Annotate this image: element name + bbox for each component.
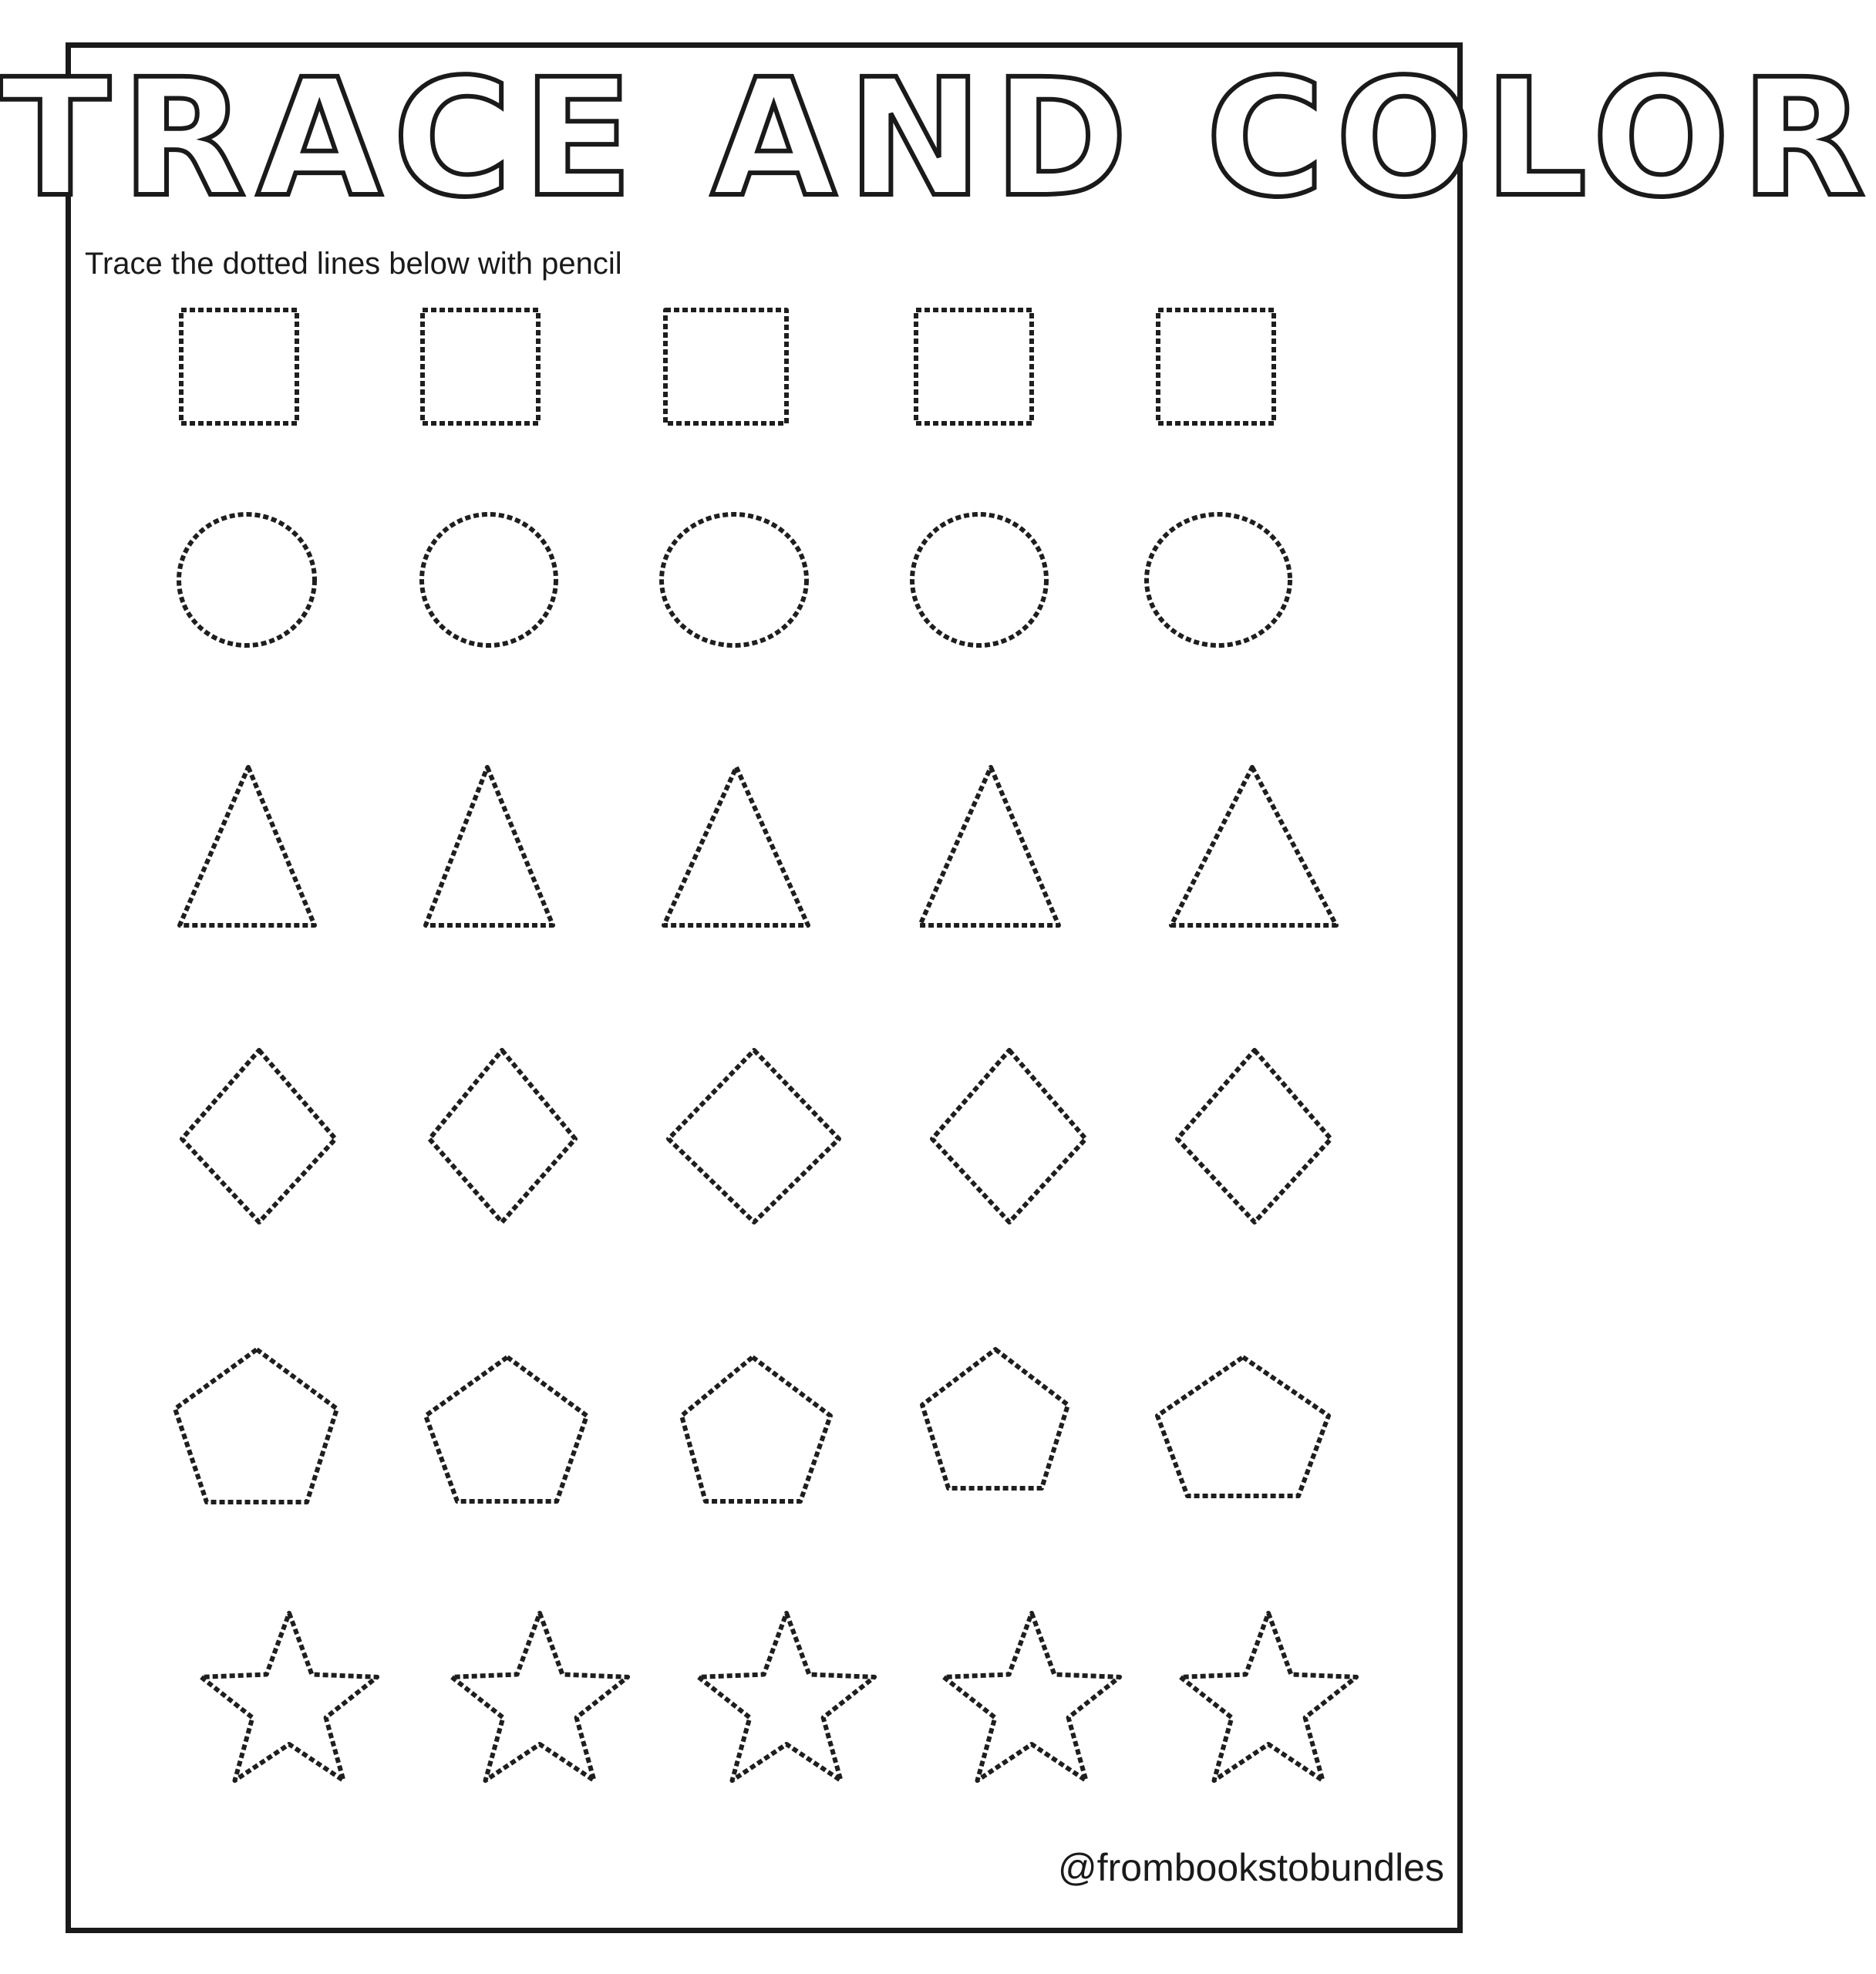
pentagon-shape bbox=[922, 1349, 1068, 1488]
diamond-shape bbox=[1177, 1050, 1331, 1222]
pentagon-shape bbox=[426, 1357, 587, 1501]
circle-shape bbox=[179, 514, 315, 645]
triangle-shape bbox=[180, 767, 315, 925]
triangle-shape bbox=[920, 767, 1059, 925]
circle-shape bbox=[662, 514, 807, 645]
diamond-shape bbox=[932, 1050, 1086, 1222]
square-shape bbox=[1158, 310, 1274, 423]
star-shape bbox=[944, 1613, 1120, 1780]
worksheet-title: TRACE AND COLOR bbox=[0, 44, 1876, 233]
star-shape bbox=[452, 1613, 628, 1780]
row-pentagons bbox=[175, 1349, 1329, 1502]
pentagon-shape bbox=[175, 1349, 337, 1502]
star-shape bbox=[201, 1613, 377, 1780]
row-circles bbox=[179, 514, 1290, 645]
footer-handle: @frombookstobundles bbox=[1057, 1846, 1444, 1889]
row-diamonds bbox=[182, 1050, 1331, 1222]
circle-shape bbox=[1147, 514, 1290, 645]
diamond-shape bbox=[669, 1050, 839, 1222]
square-shape bbox=[181, 310, 297, 423]
square-shape bbox=[916, 310, 1032, 423]
diamond-shape bbox=[429, 1050, 575, 1222]
circle-shape bbox=[422, 514, 556, 645]
diamond-shape bbox=[182, 1050, 335, 1222]
triangle-shape bbox=[1171, 767, 1336, 925]
pentagon-shape bbox=[1157, 1357, 1329, 1496]
row-stars bbox=[201, 1613, 1356, 1780]
row-squares bbox=[181, 310, 1274, 423]
triangle-shape bbox=[664, 767, 808, 925]
star-shape bbox=[1180, 1613, 1356, 1780]
instruction-text: Trace the dotted lines below with pencil bbox=[85, 247, 622, 281]
row-triangles bbox=[180, 767, 1336, 925]
square-shape bbox=[423, 310, 538, 423]
pentagon-shape bbox=[682, 1357, 830, 1501]
star-shape bbox=[699, 1613, 874, 1780]
square-shape bbox=[665, 310, 786, 423]
circle-shape bbox=[912, 514, 1046, 645]
triangle-shape bbox=[426, 767, 553, 925]
